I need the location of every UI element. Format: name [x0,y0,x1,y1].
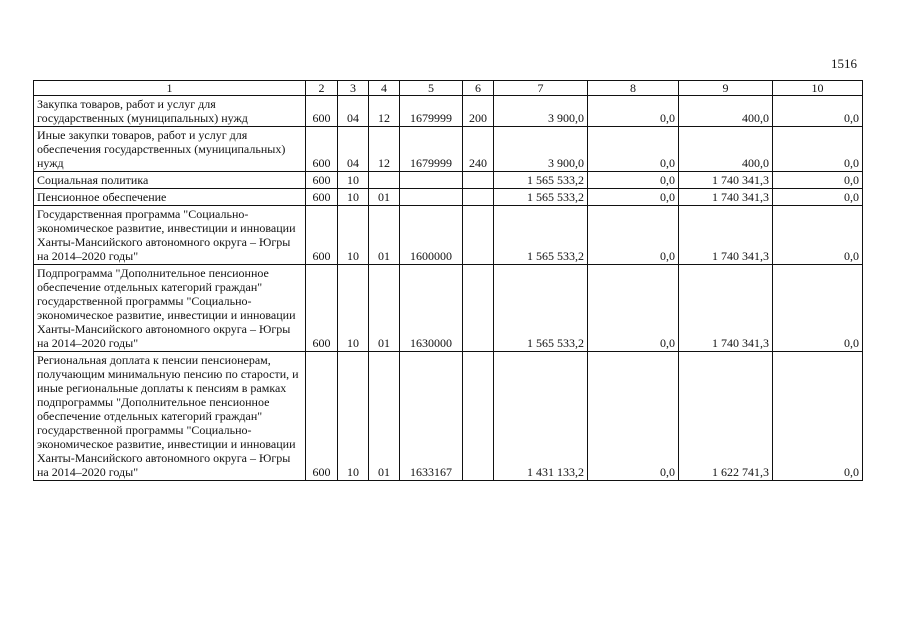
row-code: 12 [369,96,400,127]
row-name: Иные закупки товаров, работ и услуг для обеспечения государственных (муниципальных) нужд [34,127,306,172]
row-amount: 1 431 133,2 [494,352,588,481]
row-code: 1600000 [400,206,463,265]
row-code: 600 [306,127,338,172]
column-header: 2 [306,81,338,96]
row-amount: 0,0 [773,352,863,481]
row-code: 10 [338,352,369,481]
row-amount: 0,0 [773,96,863,127]
table-row [34,352,863,481]
row-amount: 0,0 [588,352,679,481]
row-amount: 0,0 [588,96,679,127]
row-code: 600 [306,265,338,352]
row-code: 600 [306,96,338,127]
column-header: 5 [400,81,463,96]
row-code [463,172,494,189]
row-amount: 400,0 [679,127,773,172]
row-code [400,189,463,206]
row-amount: 0,0 [773,189,863,206]
row-code [463,265,494,352]
row-amount: 3 900,0 [494,127,588,172]
row-amount: 1 565 533,2 [494,172,588,189]
row-name: Региональная доплата к пенсии пенсионерам, получающим минимальную пенсию по старости, и иные региональные доплаты к пенсиям в рамках подпрограммы "Дополнительное пенсионное обеспечение отдельных категорий граждан" государственной программы "Социально-экономическое развитие, инвестиции и инновации Ханты-Мансийского автономного округа – Югры на 2014–2020 годы" [34,352,306,481]
row-amount: 0,0 [773,206,863,265]
row-code: 01 [369,189,400,206]
column-header: 10 [773,81,863,96]
row-code: 600 [306,172,338,189]
row-code [463,206,494,265]
row-code: 10 [338,189,369,206]
column-header: 1 [34,81,306,96]
table-row [34,96,863,127]
column-header: 3 [338,81,369,96]
row-code: 240 [463,127,494,172]
row-amount: 1 565 533,2 [494,206,588,265]
row-code: 1679999 [400,127,463,172]
row-amount: 0,0 [773,172,863,189]
row-name: Пенсионное обеспечение [34,189,306,206]
row-amount: 1 740 341,3 [679,206,773,265]
row-code [463,352,494,481]
row-amount: 0,0 [588,265,679,352]
row-code: 600 [306,352,338,481]
budget-table [33,80,863,481]
row-code [400,172,463,189]
row-amount: 1 565 533,2 [494,265,588,352]
row-amount: 0,0 [588,172,679,189]
row-code [369,172,400,189]
column-header: 4 [369,81,400,96]
row-name: Государственная программа "Социально-экономическое развитие, инвестиции и инновации Ханты-Мансийского автономного округа – Югры на 2014–2020 годы" [34,206,306,265]
row-code: 600 [306,189,338,206]
row-code: 04 [338,96,369,127]
row-code: 01 [369,206,400,265]
row-code: 1633167 [400,352,463,481]
row-name: Подпрограмма "Дополнительное пенсионное обеспечение отдельных категорий граждан" государственной программы "Социально-экономическое развитие, инвестиции и инновации Ханты-Мансийского автономного округа – Югры на 2014–2020 годы" [34,265,306,352]
row-code: 04 [338,127,369,172]
column-header: 8 [588,81,679,96]
row-code: 10 [338,265,369,352]
table-row [34,206,863,265]
column-header: 9 [679,81,773,96]
row-amount: 0,0 [588,206,679,265]
row-amount: 3 900,0 [494,96,588,127]
row-amount: 1 622 741,3 [679,352,773,481]
row-code: 10 [338,172,369,189]
column-header: 6 [463,81,494,96]
row-amount: 0,0 [773,127,863,172]
row-amount: 1 740 341,3 [679,172,773,189]
table-row [34,127,863,172]
row-amount: 1 565 533,2 [494,189,588,206]
row-amount: 400,0 [679,96,773,127]
row-amount: 0,0 [773,265,863,352]
row-amount: 1 740 341,3 [679,265,773,352]
row-code: 200 [463,96,494,127]
row-amount: 0,0 [588,127,679,172]
column-number-row [34,81,863,96]
table-row [34,189,863,206]
table-row [34,172,863,189]
row-code: 01 [369,265,400,352]
page-number: 1516 [831,56,857,71]
row-code: 10 [338,206,369,265]
row-code: 1679999 [400,96,463,127]
table-row [34,265,863,352]
row-code: 600 [306,206,338,265]
row-name: Социальная политика [34,172,306,189]
row-amount: 1 740 341,3 [679,189,773,206]
row-code: 12 [369,127,400,172]
row-code: 1630000 [400,265,463,352]
row-code [463,189,494,206]
row-amount: 0,0 [588,189,679,206]
row-name: Закупка товаров, работ и услуг для государственных (муниципальных) нужд [34,96,306,127]
row-code: 01 [369,352,400,481]
column-header: 7 [494,81,588,96]
